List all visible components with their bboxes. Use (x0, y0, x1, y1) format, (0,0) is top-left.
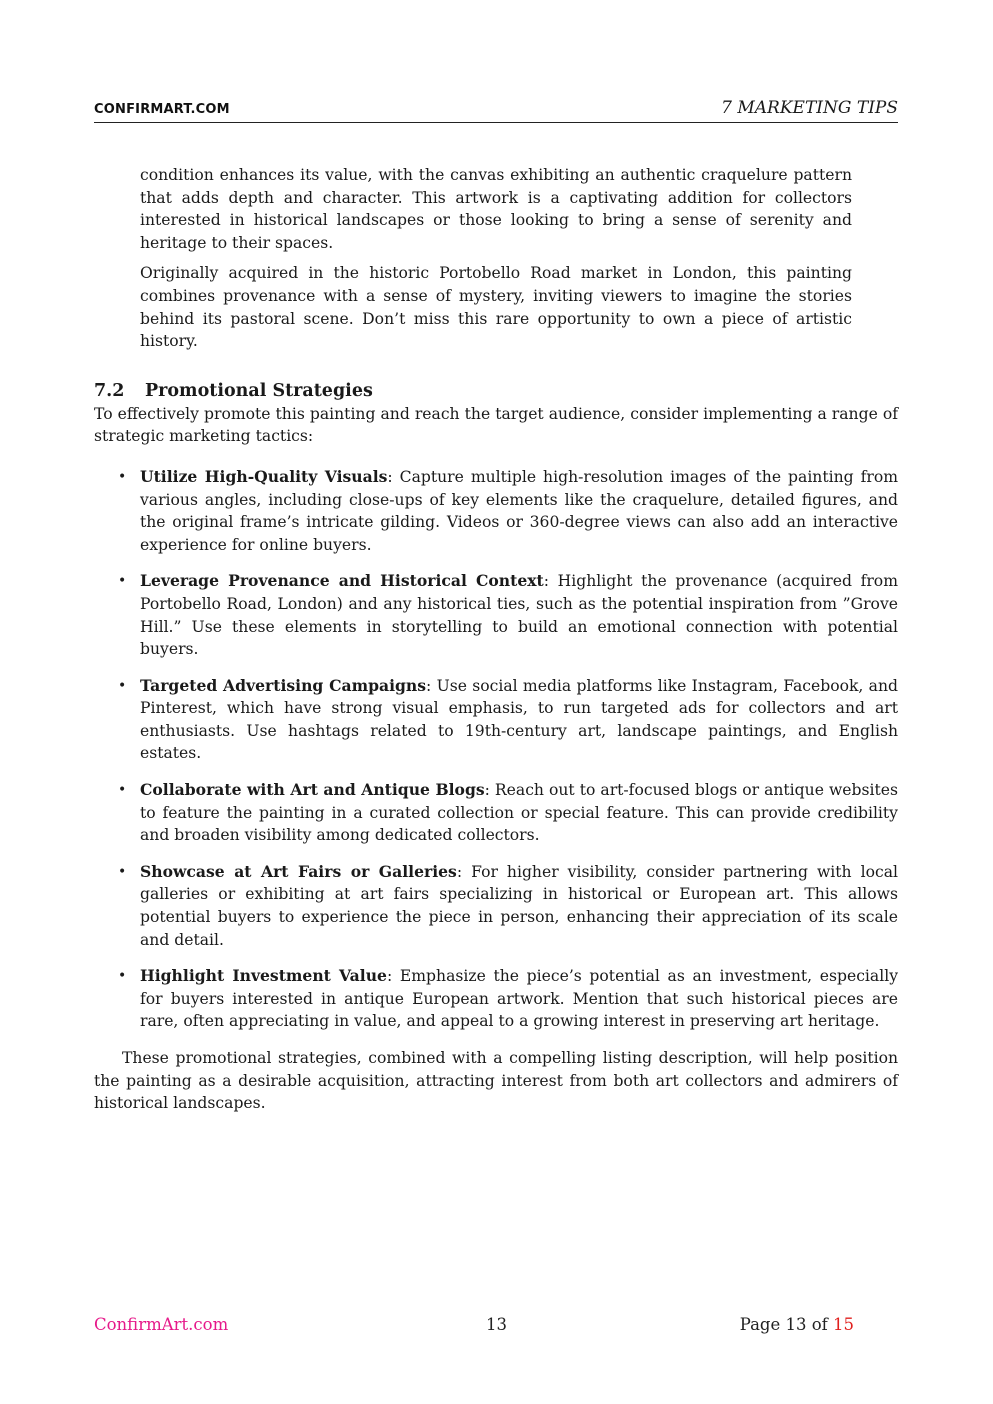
strategy-title: Showcase at Art Fairs or Galleries (140, 861, 457, 881)
paragraph: condition enhances its value, with the canvas exhibiting an authentic craquelure pattern that adds depth and character. This artwork is a captivating addition for collectors interested in historical landscapes or those looking to bring a sense of serenity and heritage to their spaces. (140, 166, 852, 252)
strategy-title: Collaborate with Art and Antique Blogs (140, 780, 485, 800)
closing-paragraph: These promotional strategies, combined with a compelling listing description, will help position the painting as a desirable acquisition, attracting interest from both art collectors and admirers of historical landscapes. (94, 1049, 898, 1113)
paragraph: Originally acquired in the historic Portobello Road market in London, this painting combines provenance with a sense of mystery, inviting viewers to imagine the stories behind its pastoral scene. Don’t miss this rare opportunity to own a piece of artistic history. (140, 264, 852, 351)
page-number: 13 (486, 1315, 507, 1334)
bullet-icon: • (118, 863, 127, 880)
list-item (94, 570, 898, 660)
bullet-icon: • (118, 677, 127, 694)
bullet-icon: • (118, 573, 127, 590)
page-header (94, 98, 898, 123)
strategy-title: Leverage Provenance and Historical Context (140, 571, 544, 591)
logo: CONFIRMART.COM (94, 102, 230, 117)
running-title: 7 MARKETING TIPS (721, 98, 898, 118)
page-total-link[interactable]: 15 (833, 1315, 854, 1334)
page-label: Page 13 of (739, 1315, 833, 1334)
page-count (740, 1315, 854, 1334)
page-content (94, 164, 898, 1115)
page-footer (94, 1315, 854, 1339)
list-item (94, 861, 898, 951)
bullet-icon: • (118, 782, 127, 799)
strategy-title: Targeted Advertising Campaigns (140, 675, 427, 695)
list-item (94, 965, 898, 1033)
strategy-list (94, 466, 898, 1033)
strategy-text: : Emphasize the piece’s potential as an investment, especially for buyers interested in antique European artwork. Mention that such historical pieces are rare, often appreciating in value, and appeal to a growing interest in preserving art heritage. (140, 967, 899, 1031)
strategy-title: Utilize High-Quality Visuals (140, 466, 388, 486)
strategy-text: : Capture multiple high-resolution images of the painting from various angles, including close-ups of key elements like the craquelure, detailed figures, and the original frame’s intricate gilding. Videos or 360-degree views can also add an interactive experience for online buyers. (140, 467, 898, 554)
strategy-title: Highlight Investment Value (140, 966, 387, 986)
strategy-text: : Highlight the provenance (acquired from Portobello Road, London) and any historical ties, such as the potential inspiration from ”Grove Hill.” Use these elements in storytelling to build an emotional connection with potential buyers. (140, 572, 898, 659)
list-item (94, 466, 898, 556)
section-title: Promotional Strategies (145, 380, 373, 401)
footer-link[interactable]: ConfirmArt.com (94, 1315, 229, 1334)
list-item (94, 779, 898, 847)
bullet-icon: • (118, 468, 127, 485)
section-heading (94, 379, 898, 403)
section-number: 7.2 (94, 380, 125, 401)
strategy-text: : Reach out to art-focused blogs or antique websites to feature the painting in a curated collection or special feature. This can provide credibility and broaden visibility among dedicated collectors. (140, 781, 898, 845)
section-intro: To effectively promote this painting and reach the target audience, consider implementing a range of strategic marketing tactics: (94, 404, 898, 446)
continued-description (140, 164, 852, 353)
strategy-text: : Use social media platforms like Instagram, Facebook, and Pinterest, which have strong visual emphasis, to run targeted ads for collectors and art enthusiasts. Use hashtags related to 19th-century art, landscape paintings, and English estates. (140, 676, 898, 763)
strategy-text: : For higher visibility, consider partnering with local galleries or exhibiting at art fairs specializing in historical or European art. This allows potential buyers to experience the piece in person, enhancing their appreciation of its scale and detail. (140, 862, 898, 949)
bullet-icon: • (118, 968, 127, 985)
list-item (94, 675, 898, 765)
